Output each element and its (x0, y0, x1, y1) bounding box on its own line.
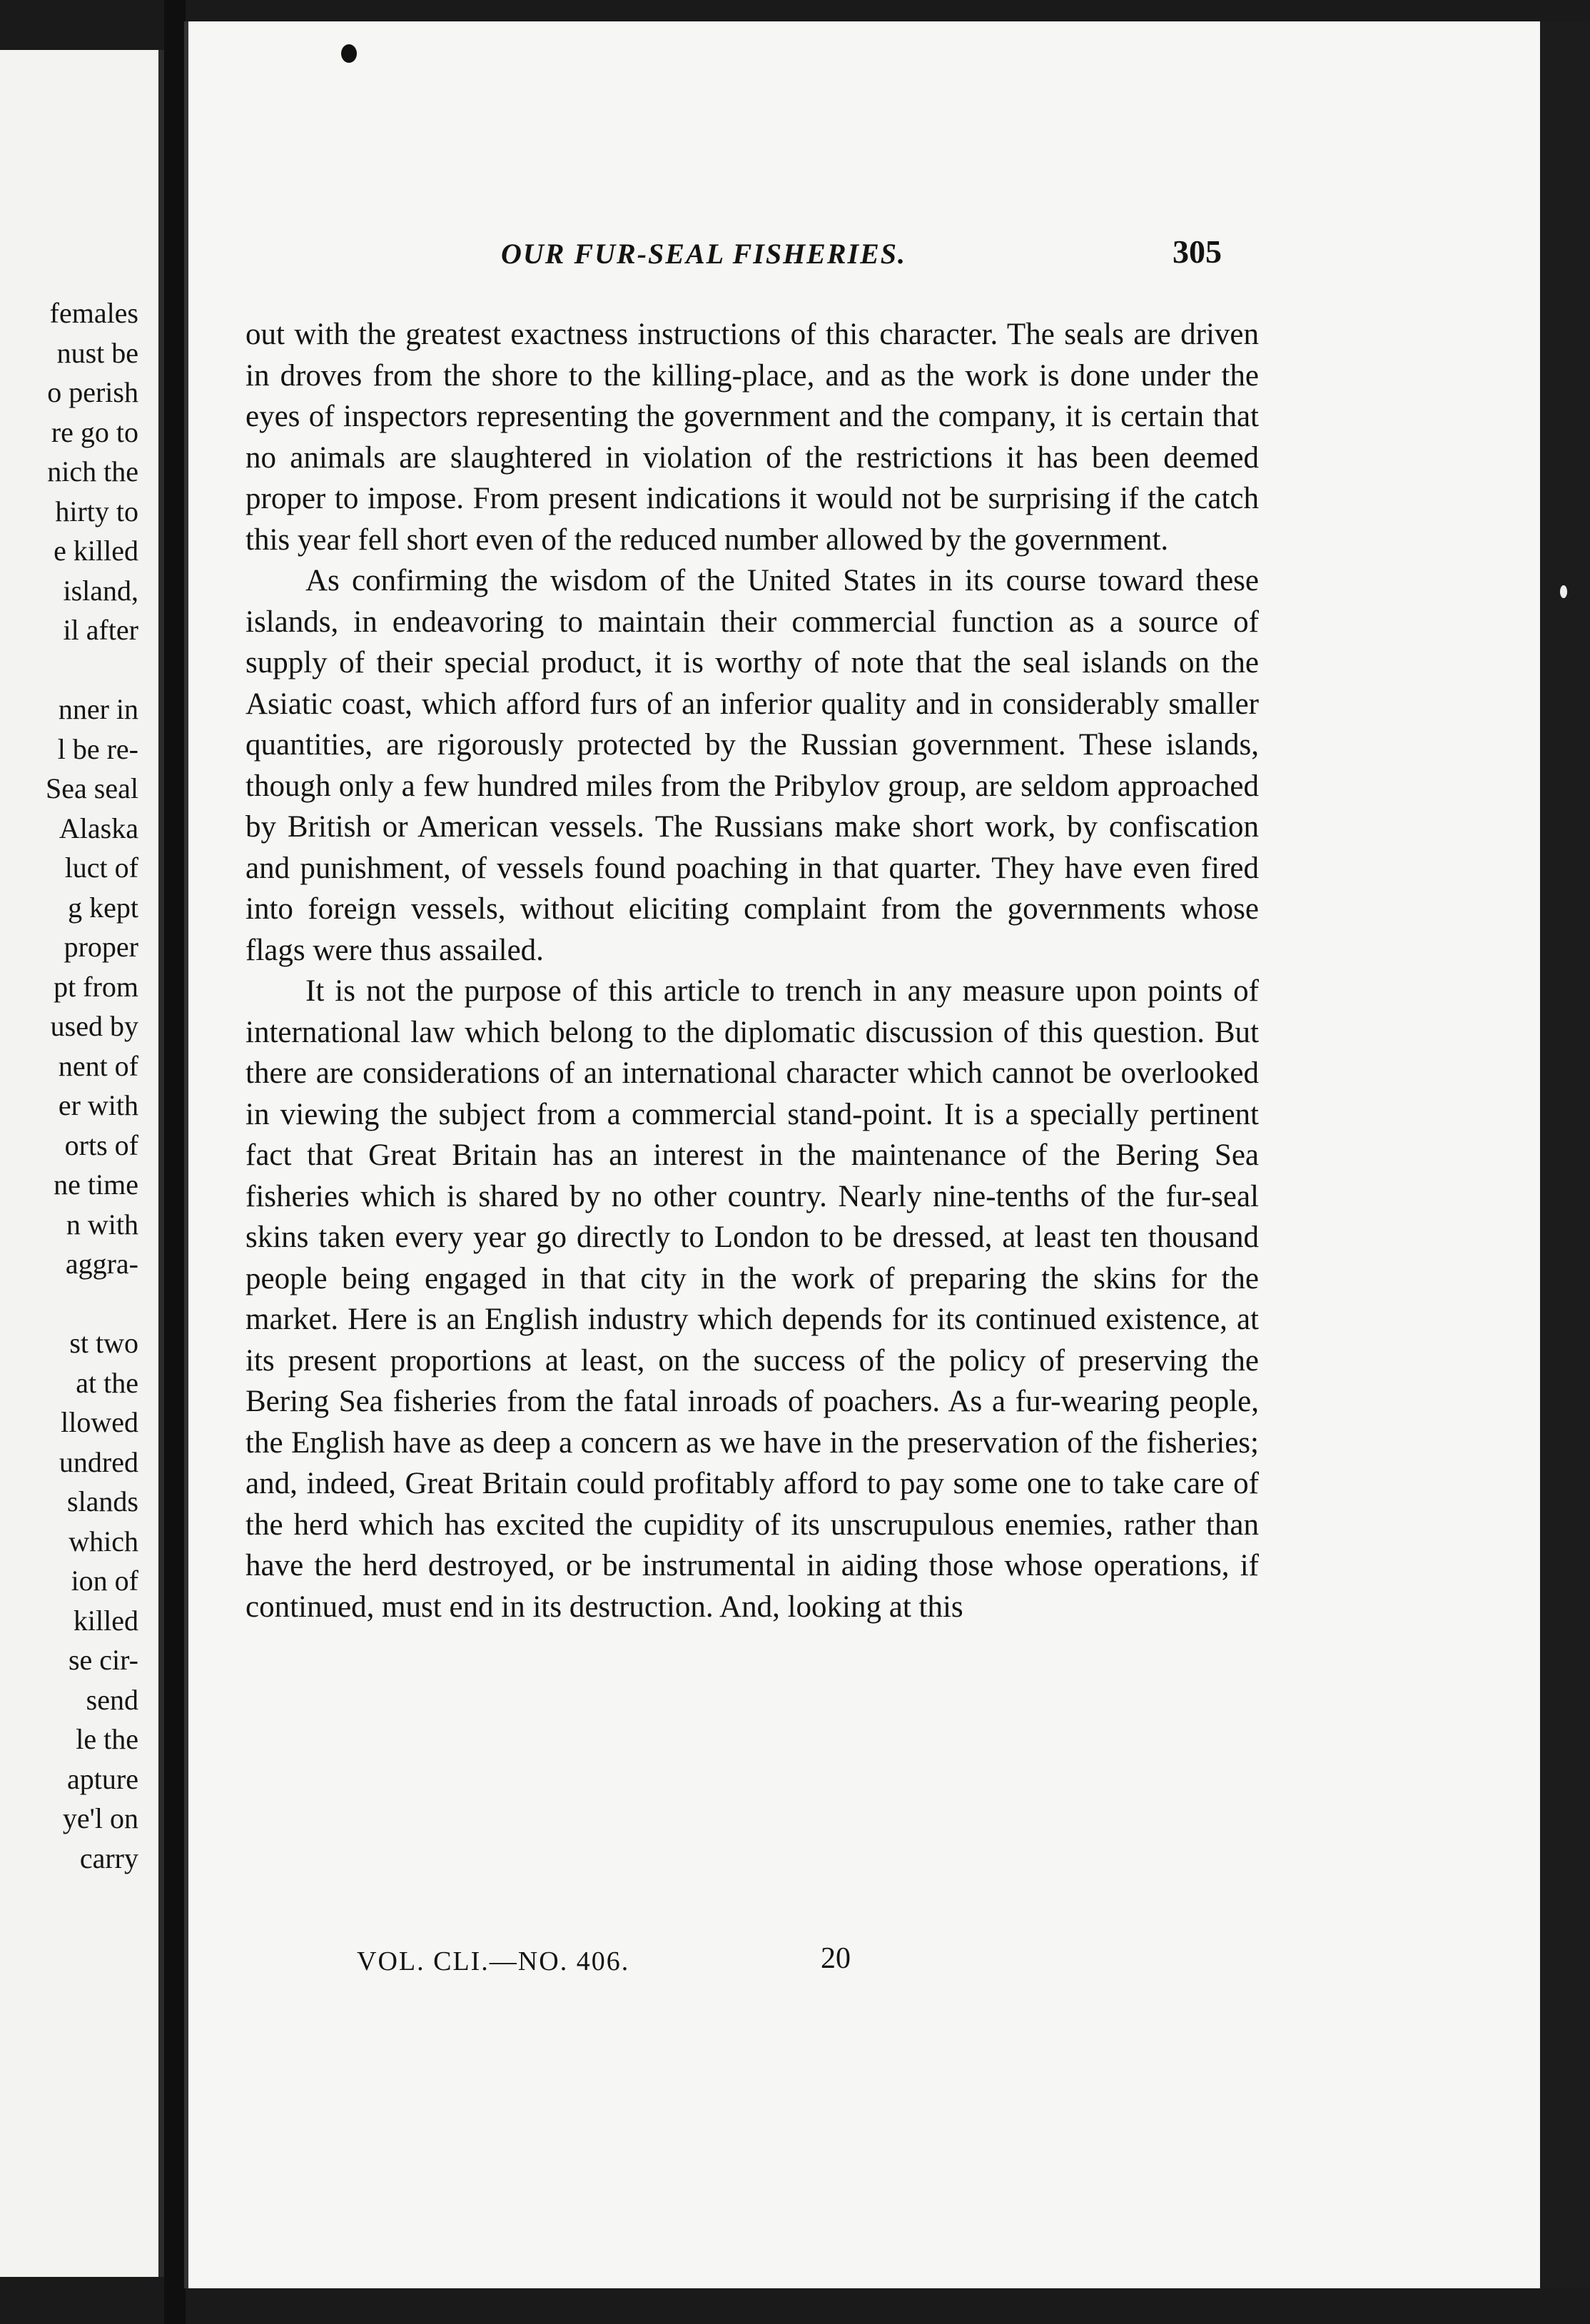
left-page-line: g kept (68, 891, 138, 924)
body-text (245, 314, 1259, 1627)
left-page-line: aggra- (65, 1248, 138, 1280)
left-page-line: killed (73, 1604, 138, 1637)
left-page-line: il after (63, 614, 138, 646)
left-page-line: send (86, 1683, 138, 1716)
left-page-line: er with (58, 1089, 138, 1121)
left-page-line: proper (64, 931, 138, 963)
left-page-line: pt from (54, 970, 138, 1003)
paragraph-3: It is not the purpose of this article to trench in any measure upon points of international law which belong to the diplomatic discussion of this question. But there are considerations of an international character which cannot be overlooked in viewing the subject from a commercial stand-point. It is a specially pertinent fact that Great Britain has an interest in the maintenance of the Bering Sea fisheries which is shared by no other country. Nearly nine-tenths of the fur-seal skins taken every year go directly to London to be dressed, at least ten thousand people being engaged in that city in the work of preparing the skins for the market. Here is an English industry which depends for its continued existence, at its present proportions at least, on the success of the policy of preserving the Bering Sea fisheries from the fatal inroads of poachers. As a fur-wearing people, the English have as deep a concern as we have in the preservation of the fisheries; and, indeed, Great Britain could profitably afford to pay some one to take care of the herd which has excited the cupidity of its unscrupulous enemies, rather than have the herd destroyed, or be instrumental in aiding those whose operations, if continued, must end in its destruction. And, looking at this (245, 974, 1259, 1624)
page-number: 305 (1173, 233, 1222, 270)
left-facing-page (0, 50, 164, 2277)
left-page-line: llowed (61, 1406, 138, 1438)
left-page-line: orts of (64, 1128, 138, 1161)
left-page-line: e killed (54, 535, 138, 567)
left-page-line: nner in (58, 693, 138, 725)
left-page-line: hirty to (55, 495, 138, 527)
edge-speck (1560, 585, 1567, 598)
left-page-line: undred (59, 1445, 138, 1478)
left-page-line: Sea seal (46, 772, 138, 804)
left-page-line: females (49, 297, 138, 329)
left-page-line: re go to (51, 415, 138, 448)
left-page-line: luct of (64, 852, 138, 884)
running-title: OUR FUR-SEAL FISHERIES. (501, 238, 907, 270)
page-gutter (164, 0, 186, 2324)
left-page-line: n with (66, 1208, 138, 1241)
volume-signature: VOL. CLI.—NO. 406. (357, 1946, 630, 1976)
left-page-line: se cir- (68, 1644, 138, 1676)
left-page-line: l be re- (57, 732, 138, 765)
left-page-line: nich the (47, 455, 138, 487)
left-page-line: nust be (56, 336, 138, 369)
left-page-line: carry (79, 1841, 138, 1874)
left-page-line: nent of (58, 1049, 138, 1082)
paragraph-1: out with the greatest exactness instructions of this character. The seals are driven in droves from the shore to the killing-place, and as the work is done under the eyes of inspectors representing the government and the company, it is certain that no animals are slaughtered in violation of the restrictions it has been deemed proper to impose. From present indications it would not be surprising if the catch this year fell short even of the reduced number allowed by the government. (245, 318, 1259, 557)
left-page-line: le the (76, 1723, 138, 1755)
running-header (323, 233, 1222, 280)
left-page-line: used by (50, 1010, 138, 1042)
left-page-line: st two (69, 1327, 138, 1359)
ink-speck (341, 44, 357, 63)
left-page-line: ion of (71, 1565, 138, 1597)
left-page-line: o perish (47, 376, 138, 408)
left-page-line: apture (67, 1762, 138, 1795)
left-page-line: Alaska (59, 812, 138, 844)
left-page-line: island, (63, 574, 138, 607)
left-page-line: slands (67, 1485, 138, 1517)
paragraph-2: As confirming the wisdom of the United States in its course toward these islands, in endeavoring to maintain their commercial function as a source of supply of their special product, it is worthy of note that the seal islands on the Asiatic coast, which afford furs of an inferior quality and in considerably smaller quantities, are rigorously protected by the Russian government. These islands, though only a few hundred miles from the Pribylov group, are seldom approached by British or American vessels. The Russians make short work, by confiscation and punishment, of vessels found poaching in that quarter. They have even fired into foreign vessels, without eliciting complaint from the governments whose flags were thus assailed. (245, 564, 1259, 967)
left-page-line: ne time (54, 1168, 138, 1201)
sheet-number: 20 (821, 1942, 851, 1975)
page-edge-shadow (1540, 21, 1590, 2288)
left-page-line: which (69, 1525, 138, 1557)
left-page-line: at the (76, 1366, 138, 1399)
page-footer (357, 1942, 999, 1981)
left-page-line: ye'l on (62, 1802, 138, 1834)
